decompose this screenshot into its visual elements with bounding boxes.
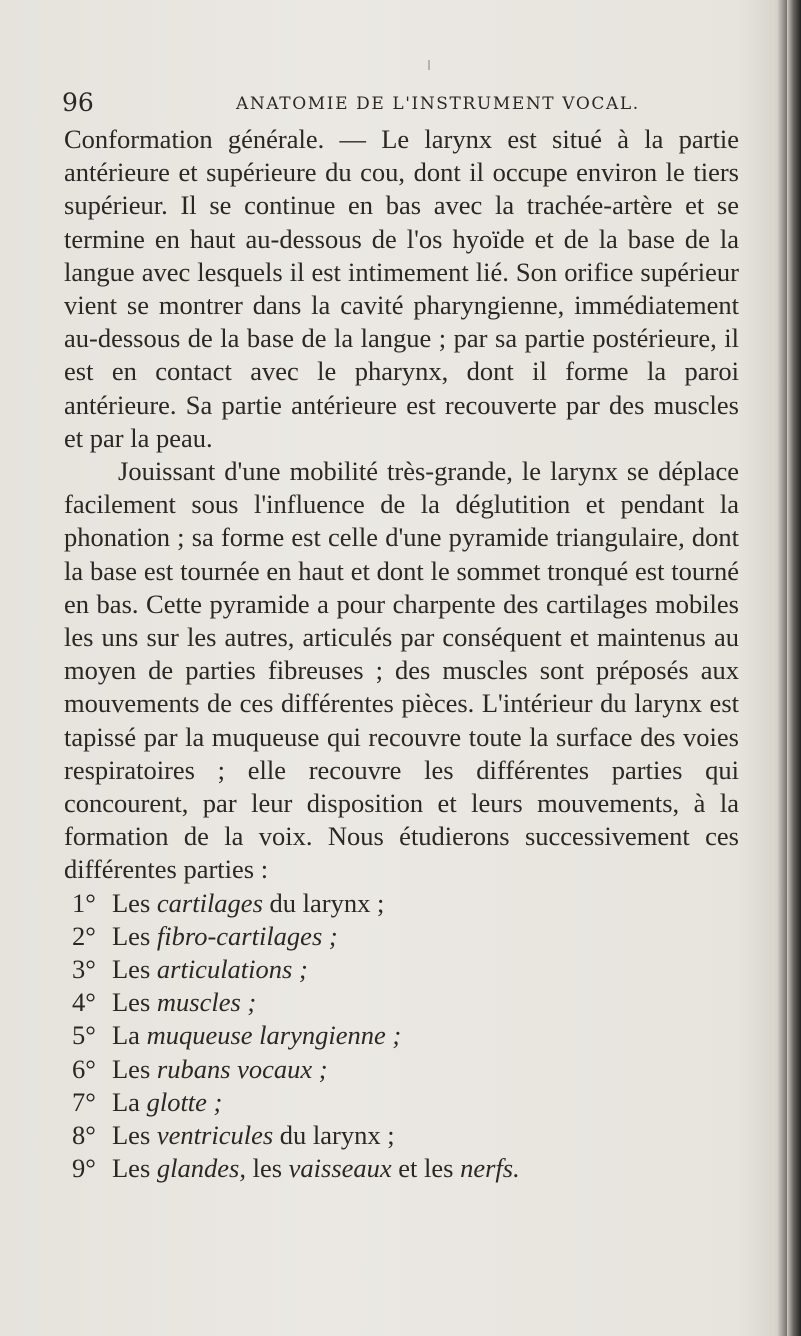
paragraph-conformation xyxy=(64,123,739,455)
book-spine-shadow xyxy=(787,0,801,1336)
list-item: 9° Les glandes, les vaisseaux et les nerfs. xyxy=(72,1153,520,1184)
list-item: 3° Les articulations ; xyxy=(72,954,308,985)
scan-mark xyxy=(428,60,430,70)
list-item: 8° Les ventricules du larynx ; xyxy=(72,1120,395,1151)
list-item: 5° La muqueuse laryngienne ; xyxy=(72,1020,402,1051)
parts-list xyxy=(64,887,739,1186)
list-item: 7° La glotte ; xyxy=(72,1086,223,1117)
paragraph-mobility: Jouissant d'une mobilité très-grande, le larynx se déplace facilement sous l'influence de la déglutition et pendant la phonation ; sa forme est celle d'une pyramide triangulaire, dont la base est tournée en haut et dont le sommet tronqué est tourné en bas. Cette pyramide a pour charpente des cartilages mobiles les uns sur les autres, articulés par conséquent et maintenus au moyen de parties fibreuses ; des muscles sont préposés aux mouvements de ces différentes pièces. L'intérieur du larynx est tapissé par la muqueuse qui recouvre toute la surface des voies respiratoires ; elle recouvre les différentes parties qui concourent, par leur disposition et leurs mouvements, à la formation de la voix. Nous étudierons successivement ces différentes parties : xyxy=(64,456,739,885)
running-title: ANATOMIE DE L'INSTRUMENT VOCAL. xyxy=(236,94,640,114)
page-header xyxy=(62,86,702,122)
paragraph-text: Le larynx est situé à la partie antérieure et supérieure du cou, dont il occupe environ le tiers supérieur. Il se continue en bas avec la trachée-artère et se termine en haut au-dessous de l'os hyoïde et de la base de la langue avec lesquels il est intimement lié. Son orifice supérieur vient se montrer dans la cavité pharyngienne, immédiatement au-dessous de la base de la langue ; par sa partie postérieure, il est en contact avec le pharynx, dont il forme la paroi antérieure. Sa partie antérieure est recouverte par des muscles et par la peau. xyxy=(64,124,739,453)
list-item: 4° Les muscles ; xyxy=(72,987,257,1018)
page-number: 96 xyxy=(62,88,94,117)
section-lead: Conformation générale. — xyxy=(64,124,366,154)
body-text xyxy=(64,123,739,1186)
list-item: 6° Les rubans vocaux ; xyxy=(72,1053,328,1084)
list-item: 1° Les cartilages du larynx ; xyxy=(72,887,385,918)
list-item: 2° Les fibro-cartilages ; xyxy=(72,920,338,951)
